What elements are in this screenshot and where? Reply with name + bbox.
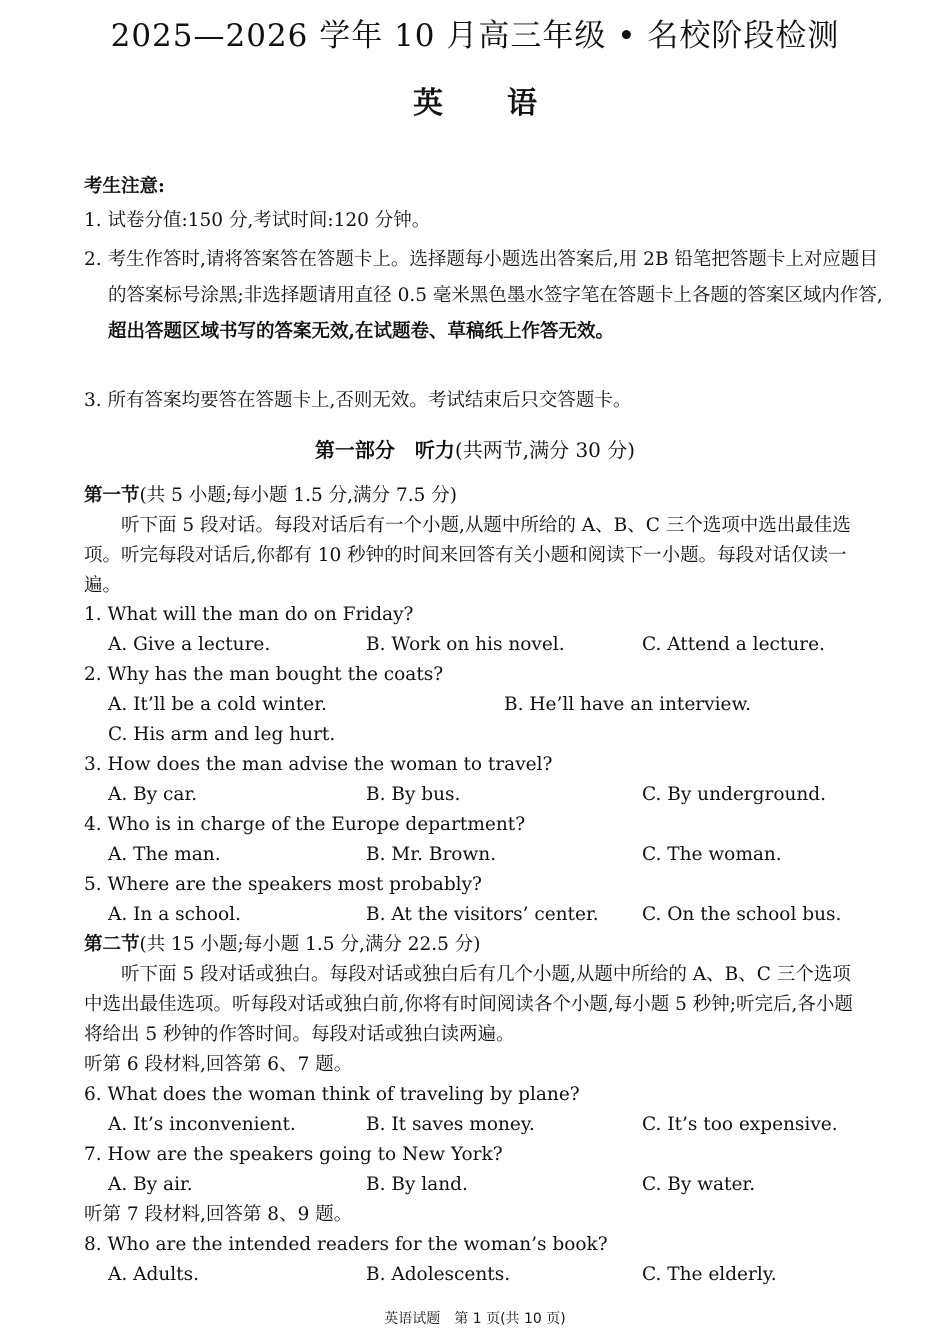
q2-option-a: A. It’ll be a cold winter. — [108, 694, 327, 715]
section-1-detail: (共 5 小题;每小题 1.5 分,满分 7.5 分) — [139, 485, 457, 506]
q6-option-c: C. It’s too expensive. — [642, 1114, 838, 1135]
notice-item-2-text: 2. 考生作答时,请将答案答在答题卡上。选择题每小题选出答案后,用 2B 铅笔把答题卡上对应题目的答案标号涂黑;非选择题请用直径 0.5 毫米黑色墨水签字笔在答题卡上各题的答案区域内作答, — [84, 249, 883, 306]
section-2-heading — [84, 933, 481, 957]
q7-option-b: B. By land. — [366, 1174, 468, 1195]
q5-option-a: A. In a school. — [108, 904, 241, 925]
material-6-instruction: 听第 6 段材料,回答第 6、7 题。 — [84, 1054, 353, 1075]
q8-option-c: C. The elderly. — [642, 1264, 777, 1285]
section-2-title: 第二节 — [84, 934, 140, 955]
q1-option-c: C. Attend a lecture. — [642, 634, 825, 655]
subject-char-1: 英 — [413, 86, 443, 121]
page-footer: 英语试题 第 1 页(共 10 页) — [384, 1311, 566, 1327]
subject-char-2: 语 — [507, 86, 537, 121]
notice-item-2-bold: 超出答题区域书写的答案无效,在试题卷、草稿纸上作答无效。 — [108, 321, 614, 342]
q3-option-c: C. By underground. — [642, 784, 827, 805]
notice-item-1: 1. 试卷分值:150 分,考试时间:120 分钟。 — [84, 210, 431, 231]
notice-item-2 — [84, 242, 894, 350]
question-2: 2. Why has the man bought the coats? — [84, 664, 444, 685]
material-7-instruction: 听第 7 段材料,回答第 8、9 题。 — [84, 1204, 353, 1225]
q6-option-a: A. It’s inconvenient. — [108, 1114, 296, 1135]
q4-option-b: B. Mr. Brown. — [366, 844, 497, 865]
section-1-heading — [84, 484, 457, 508]
section-2-detail: (共 15 小题;每小题 1.5 分,满分 22.5 分) — [139, 934, 481, 955]
q4-option-a: A. The man. — [108, 844, 221, 865]
q6-option-b: B. It saves money. — [366, 1114, 535, 1135]
question-6: 6. What does the woman think of traveling by plane? — [84, 1084, 580, 1105]
part-1-title: 第一部分 听力 — [314, 438, 455, 462]
q3-option-a: A. By car. — [108, 784, 198, 805]
notice-heading: 考生注意: — [84, 176, 165, 197]
part-1-detail: (共两节,满分 30 分) — [454, 438, 636, 462]
question-5: 5. Where are the speakers most probably? — [84, 874, 482, 895]
q1-option-a: A. Give a lecture. — [108, 634, 271, 655]
exam-title: 2025—2026 学年 10 月高三年级 • 名校阶段检测 — [110, 18, 840, 54]
q8-option-a: A. Adults. — [108, 1264, 199, 1285]
question-4: 4. Who is in charge of the Europe department? — [84, 814, 526, 835]
q1-option-b: B. Work on his novel. — [366, 634, 565, 655]
q2-option-b: B. He’ll have an interview. — [504, 694, 751, 715]
question-7: 7. How are the speakers going to New York? — [84, 1144, 503, 1165]
q3-option-b: B. By bus. — [366, 784, 461, 805]
subject-title — [0, 84, 950, 124]
question-1: 1. What will the man do on Friday? — [84, 604, 414, 625]
section-1-instructions: 听下面 5 段对话。每段对话后有一个小题,从题中所给的 A、B、C 三个选项中选出最佳选项。听完每段对话后,你都有 10 秒钟的时间来回答有关小题和阅读下一小题。每段对话仅读一遍。 — [84, 515, 851, 596]
notice-item-3: 3. 所有答案均要答在答题卡上,否则无效。考试结束后只交答题卡。 — [84, 390, 632, 411]
section-2-instructions: 听下面 5 段对话或独白。每段对话或独白后有几个小题,从题中所给的 A、B、C 三个选项中选出最佳选项。听每段对话或独白前,你将有时间阅读各个小题,每小题 5 秒钟;听完后,各小题将给出 5 秒钟的作答时间。每段对话或独白读两遍。 — [84, 964, 853, 1045]
question-8: 8. Who are the intended readers for the woman’s book? — [84, 1234, 608, 1255]
q8-option-b: B. Adolescents. — [366, 1264, 511, 1285]
q5-option-c: C. On the school bus. — [642, 904, 842, 925]
q7-option-a: A. By air. — [108, 1174, 193, 1195]
q5-option-b: B. At the visitors’ center. — [366, 904, 599, 925]
q4-option-c: C. The woman. — [642, 844, 782, 865]
part-1-heading — [0, 437, 950, 463]
q2-option-c: C. His arm and leg hurt. — [108, 724, 336, 745]
question-3: 3. How does the man advise the woman to travel? — [84, 754, 553, 775]
q7-option-c: C. By water. — [642, 1174, 756, 1195]
section-1-title: 第一节 — [84, 485, 140, 506]
